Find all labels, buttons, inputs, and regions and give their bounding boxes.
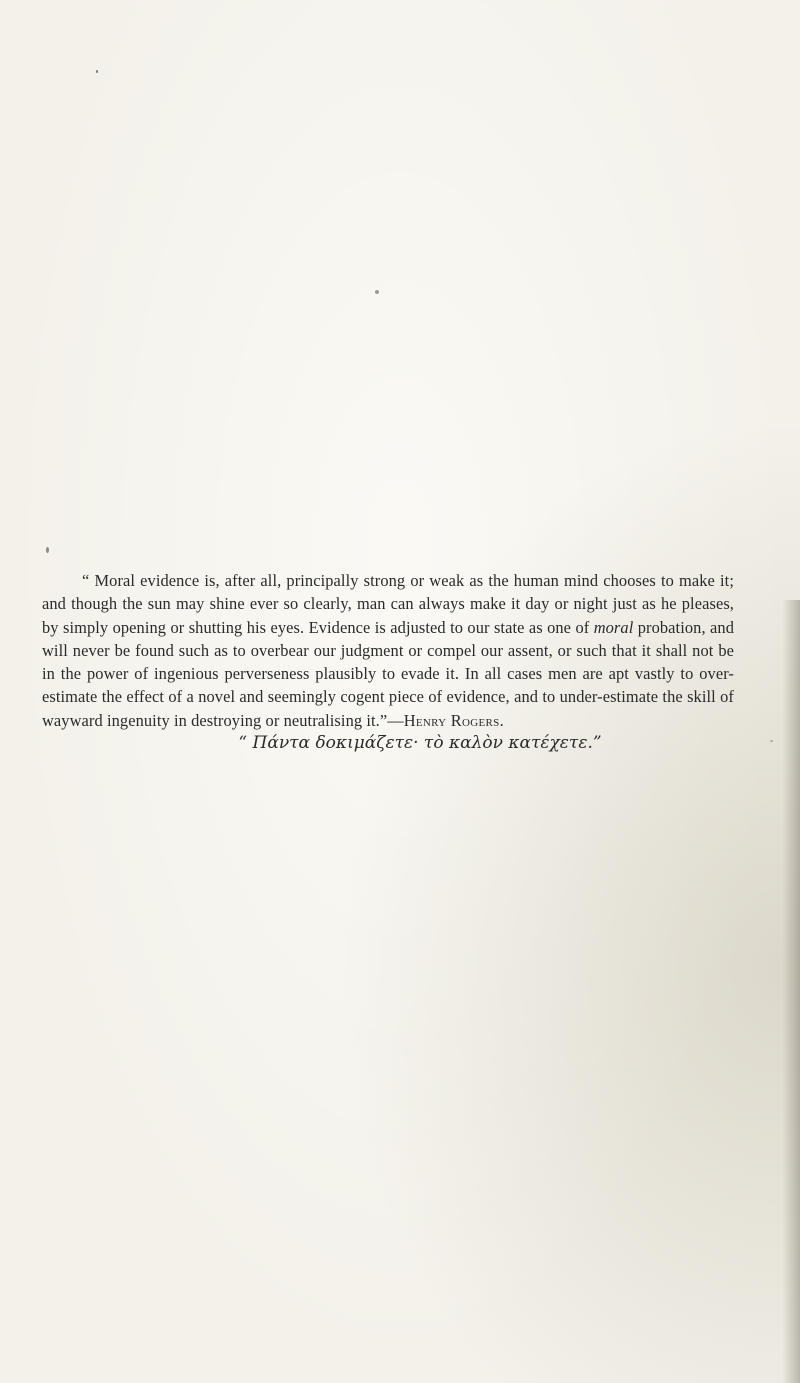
epigraph-attribution: Henry Rogers. — [403, 710, 504, 730]
paper-speck — [96, 70, 98, 73]
greek-motto: “ Πάντα δοκιμάζετε· τὸ καλὸν κατέχετε.” — [238, 733, 602, 753]
epigraph-text-part-1: Moral evidence is, after all, principally strong or weak as the human mind chooses to make it; and though the sun may shine ever so clearly, man can always make it day or night just as he pleases, by simply opening or shutting his eyes. Evidence is adjusted to our state as one of — [42, 571, 734, 637]
epigraph-quote — [42, 569, 734, 732]
opening-quote-mark: “ — [82, 571, 95, 590]
paper-speck — [46, 547, 49, 553]
paper-speck — [375, 290, 379, 294]
epigraph-paragraph — [42, 569, 734, 732]
page-edge-shadow — [782, 600, 800, 1383]
epigraph-text-part-2: probation, and will never be found such as to overbear our judgment or compel our assent, or such that it shall not be in the power of ingenious perverseness plausibly to evade it. In all cases men are apt vastly to over-estimate the effect of a novel and seemingly cogent piece of evidence, and to under-estimate the skill of wayward ingenuity in destroying or neutralising it.”— — [42, 617, 735, 730]
epigraph-italic-word: moral — [593, 617, 634, 637]
